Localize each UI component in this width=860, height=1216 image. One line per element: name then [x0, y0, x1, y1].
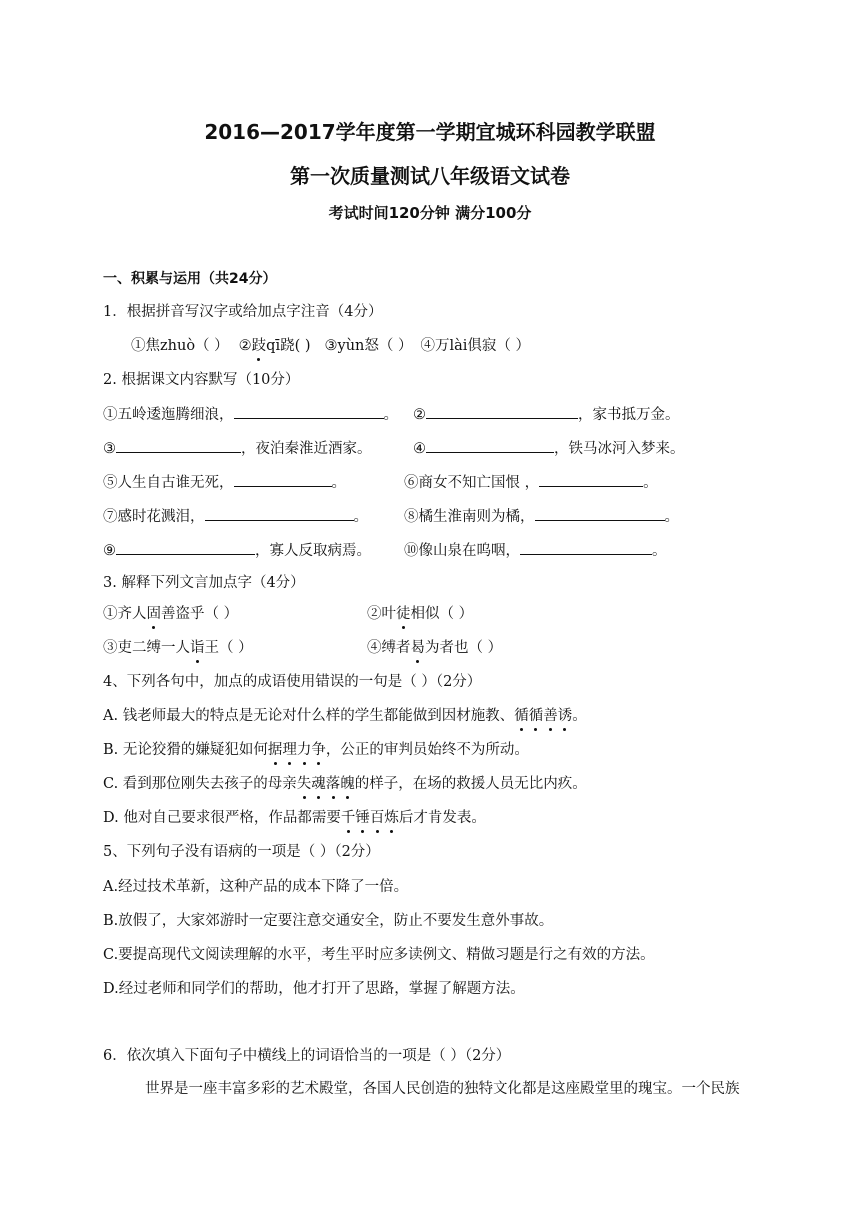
q2-l3a: ⑤人生自古谁无死，: [103, 475, 234, 491]
fill-blank[interactable]: [426, 438, 554, 453]
q3-b-pre: ②叶: [367, 606, 396, 622]
q3-d-post: 为者也（ ）: [425, 640, 503, 656]
q4-c-em: 魄: [340, 776, 355, 792]
q4-d-post: 后才肯发表。: [398, 810, 486, 826]
q1-option-d: ④万lài俱寂（ ）: [420, 338, 531, 354]
q2-line3-right: [404, 472, 658, 493]
q2-stem: 2. 根据课文内容默写（10分）: [103, 372, 300, 388]
fill-blank[interactable]: [535, 506, 665, 521]
q4-stem: 4、下列各句中，加点的成语使用错误的一句是（ ）（2分）: [103, 674, 482, 690]
q4-c-post: 的样子，在场的救援人员无比内疚。: [354, 776, 587, 792]
q3-c-post: 王（ ）: [204, 640, 253, 656]
q4-b-pre: B. 无论狡猾的嫌疑犯如何: [103, 742, 268, 758]
q1-option-b-em: 跂: [251, 338, 267, 354]
q3-a-pre: ①齐人: [103, 606, 147, 622]
q4-a-pre: A. 钱老师最大的特点是无论对什么样的学生都能做到因材施教、: [103, 708, 515, 724]
q4-a-em: 循: [528, 708, 544, 724]
fill-blank[interactable]: [234, 404, 384, 419]
q2-l5b-end: 。: [652, 543, 667, 559]
q2-line1-right: [413, 404, 680, 425]
q3-c-pre: ③吏二缚一人: [103, 640, 190, 656]
q2-l1b: ②: [413, 407, 426, 423]
q5-option-c: C.要提高现代文阅读理解的水平，考生平时应多读例文、精做习题是行之有效的方法。: [103, 947, 655, 963]
q1-options: [131, 336, 530, 356]
q2-l1a-end: 。: [383, 407, 398, 423]
q2-l1b-end: ，家书抵万金。: [578, 407, 680, 423]
q4-a-post: 。: [572, 708, 587, 724]
fill-blank[interactable]: [116, 540, 255, 555]
q1-option-c: ③yùn怒（ ）: [324, 338, 413, 354]
q3-option-d: [367, 638, 502, 658]
q1-option-a: ①焦zhuò（ ）: [131, 338, 229, 354]
q4-c-em: 魂: [311, 776, 326, 792]
fill-blank[interactable]: [520, 540, 652, 555]
q2-l4b-end: 。: [664, 509, 679, 525]
q2-l4a-end: 。: [353, 509, 368, 525]
q4-b-em: 力: [296, 742, 312, 758]
q6-paragraph: 世界是一座丰富多彩的艺术殿堂，各国人民创造的独特文化都是这座殿堂里的瑰宝。一个民族: [145, 1081, 740, 1097]
q2-l2a-end: ，夜泊秦淮近酒家。: [241, 441, 372, 457]
q4-a-em: 诱: [557, 708, 573, 724]
q3-a-post: 善盗乎（ ）: [161, 606, 239, 622]
q2-l2a: ③: [103, 441, 116, 457]
fill-blank[interactable]: [426, 404, 578, 419]
q2-l3b-end: 。: [643, 475, 658, 491]
q4-d-em: 锤: [355, 810, 370, 826]
q4-c-em: 失: [296, 776, 312, 792]
q1-option-b-label: ②: [238, 338, 252, 354]
q3-option-c: [103, 638, 253, 658]
q2-l5a: ⑨: [103, 543, 116, 559]
fill-blank[interactable]: [116, 438, 241, 453]
exam-subtitle: 考试时间120分钟 满分100分: [328, 204, 532, 222]
q5-option-a: A.经过技术革新，这种产品的成本下降了一倍。: [103, 879, 409, 895]
q5-stem: 5、下列句子没有语病的一项是（ ）（2分）: [103, 844, 380, 860]
q6-stem: 6．依次填入下面句子中横线上的词语恰当的一项是（ ）（2分）: [103, 1048, 511, 1064]
q1-stem: 1．根据拼音写汉字或给加点字注音（4分）: [103, 304, 383, 320]
q4-option-c: [103, 774, 587, 794]
q3-option-a: [103, 604, 238, 624]
q2-line4-right: [404, 506, 679, 527]
q1-option-b-rest: qī跷( ): [266, 338, 311, 354]
q3-option-b: [367, 604, 473, 624]
q3-b-em: 徒: [396, 606, 411, 622]
q2-l4b: ⑧橘生淮南则为橘，: [404, 509, 535, 525]
q4-d-em: 千: [340, 810, 356, 826]
q2-line4-left: [103, 506, 368, 527]
q3-d-pre: ④缚者: [367, 640, 411, 656]
q4-a-em: 循: [514, 708, 529, 724]
q2-line5-right: [404, 540, 667, 561]
q2-line3-left: [103, 472, 346, 493]
q5-option-b: B.放假了，大家郊游时一定要注意交通安全，防止不要发生意外事故。: [103, 913, 554, 929]
q4-d-pre: D. 他对自己要求很严格，作品都需要: [103, 810, 341, 826]
fill-blank[interactable]: [234, 472, 332, 487]
fill-blank[interactable]: [205, 506, 354, 521]
q3-b-post: 相似（ ）: [410, 606, 474, 622]
q2-line2-right: [413, 438, 685, 459]
q4-d-em: 百: [369, 810, 385, 826]
q4-option-a: [103, 706, 587, 726]
q2-line2-left: [103, 438, 372, 459]
q4-option-b: [103, 740, 529, 760]
q4-b-em: 据: [267, 742, 283, 758]
q2-line5-left: [103, 540, 371, 561]
q3-d-em: 曷: [410, 640, 425, 656]
fill-blank[interactable]: [539, 472, 643, 487]
section1-heading: 一、积累与运用（共24分）: [103, 271, 277, 287]
q3-stem: 3. 解释下列文言加点字（4分）: [103, 575, 305, 591]
q3-a-em: 固: [146, 606, 161, 622]
q2-line1-left: [103, 404, 398, 425]
q4-c-pre: C. 看到那位刚失去孩子的母亲: [103, 776, 297, 792]
q2-l3b: ⑥商女不知亡国恨 ，: [404, 475, 540, 491]
q4-a-em: 善: [543, 708, 558, 724]
q4-d-em: 炼: [384, 810, 399, 826]
q4-c-em: 落: [325, 776, 341, 792]
q4-b-post: ，公正的审判员始终不为所动。: [325, 742, 529, 758]
q4-option-d: [103, 808, 486, 828]
q5-option-d: D.经过老师和同学们的帮助，他才打开了思路，掌握了解题方法。: [103, 981, 525, 997]
q2-l5b: ⑩像山泉在呜咽，: [404, 543, 520, 559]
exam-title-line2: 第一次质量测试八年级语文试卷: [290, 164, 570, 188]
q4-b-em: 理: [282, 742, 297, 758]
q2-l1a: ①五岭逶迤腾细浪，: [103, 407, 234, 423]
q2-l3a-end: 。: [331, 475, 346, 491]
q2-l5a-end: ，寡人反取病焉。: [255, 543, 371, 559]
q3-c-em: 诣: [190, 640, 205, 656]
exam-title-line1: 2016—2017学年度第一学期宜城环科园教学联盟: [204, 120, 656, 144]
q4-b-em: 争: [311, 742, 326, 758]
q2-l4a: ⑦感时花溅泪，: [103, 509, 205, 525]
q2-l2b: ④: [413, 441, 426, 457]
q2-l2b-end: ，铁马冰河入梦来。: [554, 441, 685, 457]
